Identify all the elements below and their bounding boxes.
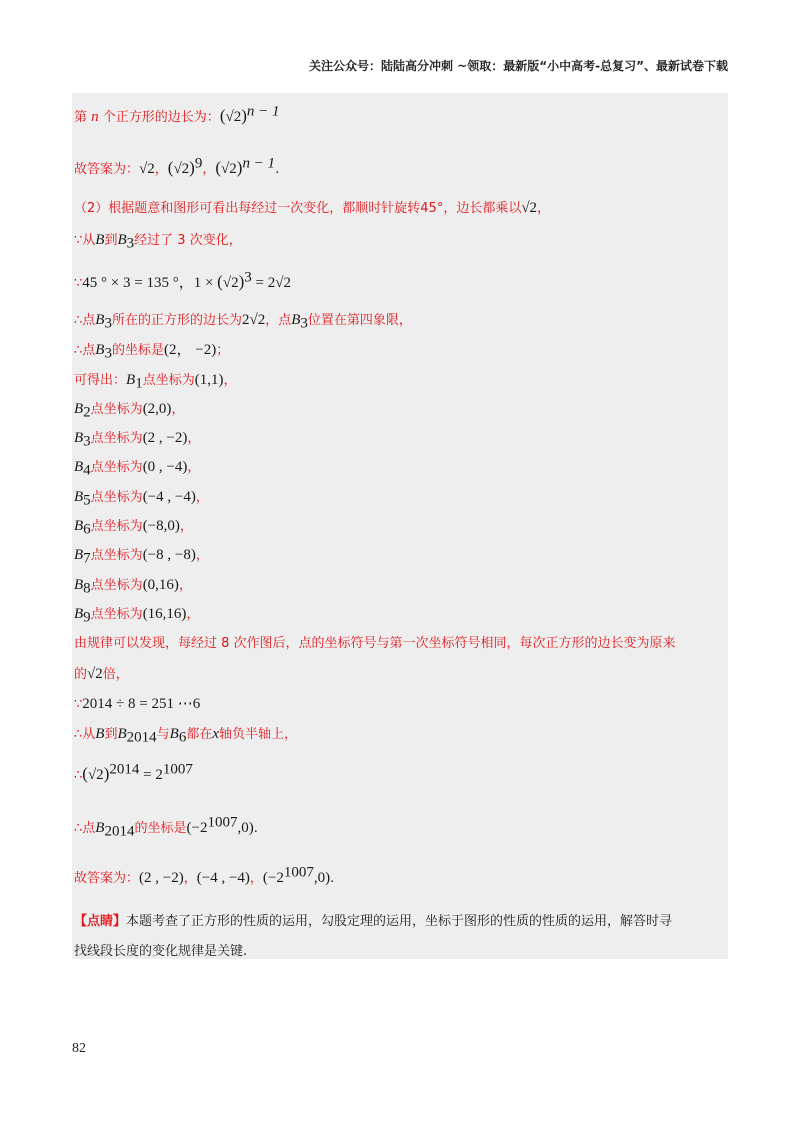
sqrt-2: √2 <box>173 161 190 177</box>
point-coordinate-line: $B_5$点坐标为(−4 , −4)， <box>74 489 209 509</box>
because-symbol: ∵ <box>74 233 83 248</box>
text: 第 <box>74 110 88 125</box>
page-number: 82 <box>72 1041 86 1056</box>
b2014-coordinate-line: ∴点$B_{2014}$的坐标是$(-2^{1007},0)$. <box>74 814 258 840</box>
b2014-axis-line: ∴从B到$B_{2014}$与$B_6$都在x轴负半轴上， <box>74 726 298 746</box>
exponent: n − 1 <box>246 103 280 120</box>
point-coordinate-line: $B_3$点坐标为(2 , −2)， <box>74 430 201 450</box>
b-to-b3-line: ∵从B到$B_3$经过了 3 次变化， <box>74 232 242 252</box>
sqrt-2: √2 <box>521 200 538 216</box>
text: 个正方形的边长为： <box>102 110 220 125</box>
point-coordinate-line: $B_4$点坐标为(0 , −4)， <box>74 459 201 479</box>
point-coordinate-line: $B_9$点坐标为(16,16)， <box>74 606 200 626</box>
point-coordinate-line: $B_2$点坐标为(2,0)， <box>74 401 185 421</box>
b1-coordinate-line: 可得出：$B_1$点坐标为(1,1)， <box>74 372 237 392</box>
nth-square-side-line: 第 n 个正方形的边长为：$(√2)^{n - 1}$ <box>74 103 280 125</box>
page-header: 关注公众号：陆陆高分冲刺 ~领取：最新版“小中高考-总复习”、最新试卷下载 <box>309 59 728 73</box>
therefore-symbol: ∴ <box>74 313 83 328</box>
because-symbol: ∵ <box>74 276 83 291</box>
sqrt-2: √2 <box>225 109 242 125</box>
therefore-symbol: ∴ <box>74 343 83 358</box>
angle-calc-line: ∵45 ° × 3 = 135 °，$1 \times (√2)^3 = 2√2$ <box>74 269 291 291</box>
text: （2）根据题意和图形可看出每经过一次变化，都顺时针旋转45°，边长都乘以 <box>74 201 522 216</box>
point-coordinate-line: $B_6$点坐标为(−8,0)， <box>74 518 193 538</box>
sqrt-2: √2 <box>221 161 237 177</box>
exponent: n − 1 <box>242 155 276 172</box>
answer-line-2: 故答案为：(2 , −2)，(−4 , −4)，$(-2^{1007},0)$. <box>74 864 335 886</box>
division-line: ∵2014 ÷ 8 = 251 ⋯6 <box>74 696 201 712</box>
part2-intro-line: （2）根据题意和图形可看出每经过一次变化，都顺时针旋转45°，边长都乘以√2， <box>74 200 551 216</box>
b3-square-line: ∴点$B_3$所在的正方形的边长为2√2，点$B_3$位置在第四象限， <box>74 312 412 332</box>
exponent: 9 <box>194 155 203 172</box>
rule-line-2: 的√2倍， <box>74 666 129 682</box>
var-n: n <box>91 109 99 125</box>
answer-line-1: 故答案为：√2，$(√2)^9$，$(√2)^{n - 1}$. <box>74 155 280 177</box>
power-line: $\therefore(√2)^{2014} = 2^{1007}$ <box>74 761 193 783</box>
b3-coordinate-line: ∴点$B_3$的坐标是(2， −2)； <box>74 342 230 362</box>
comment-line-2: 找线段长度的变化规律是关键. <box>74 944 248 959</box>
comment-line-1: 【点睛】本题考查了正方形的性质的运用，勾股定理的运用，坐标于图形的性质的性质的运用，解答时寻 <box>74 914 673 929</box>
point-coordinate-line: $B_7$点坐标为(−8 , −8)， <box>74 547 209 567</box>
rule-line-1: 由规律可以发现，每经过 8 次作图后，点的坐标符号与第一次坐标符号相同，每次正方形的边长变为原来 <box>74 636 676 651</box>
comment-tag: 【点睛】 <box>74 914 127 929</box>
point-coordinate-line: $B_8$点坐标为(0,16)， <box>74 577 192 597</box>
sqrt-2: √2 <box>139 161 155 177</box>
text: 故答案为： <box>74 162 140 177</box>
